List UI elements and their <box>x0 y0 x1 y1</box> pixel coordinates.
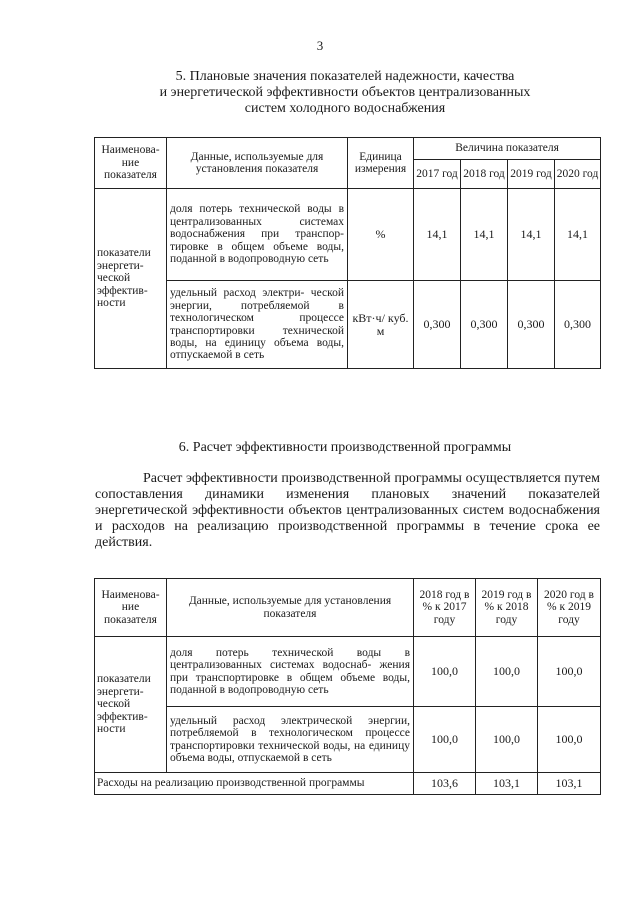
section-5-title <box>95 69 595 117</box>
row-value: 0,300 <box>461 281 508 369</box>
efficiency-table <box>94 578 601 795</box>
expenses-value: 103,1 <box>538 773 601 795</box>
header-year: 2020 год <box>555 160 601 189</box>
row-value: 100,0 <box>476 637 538 707</box>
row-description: удельный расход электрической энергии, потребляемой в технологическом процессе транспортировки технической воды, на единицу объема воды, отпускаемой в сеть <box>167 707 414 773</box>
row-value: 100,0 <box>538 707 601 773</box>
group-label: показатели энергети- ческой эффектив- ности <box>95 637 167 773</box>
table-row <box>95 707 601 773</box>
header-unit: Единица измерения <box>348 138 414 189</box>
row-unit: кВт·ч/ куб. м <box>348 281 414 369</box>
page-number: 3 <box>316 38 324 53</box>
expenses-label: Расходы на реализацию производственной программы <box>95 773 414 795</box>
expenses-row <box>95 773 601 795</box>
section-6-paragraph <box>95 471 600 551</box>
row-description: доля потерь технической воды в централизованных системах водоснабжения при транспор- тировке в общем объеме воды, поданной в водопроводную сеть <box>167 189 348 281</box>
row-value: 0,300 <box>508 281 555 369</box>
row-description: доля потерь технической воды в централизованных системах водоснаб- жения при транспортировке в общем объеме воды, поданной в водопроводную сеть <box>167 637 414 707</box>
row-value: 100,0 <box>476 707 538 773</box>
row-value: 14,1 <box>508 189 555 281</box>
header-indicator-name: Наименова- ние показателя <box>95 138 167 189</box>
row-description: удельный расход электри- ческой энергии, потребляемой в технологическом процессе транспортировки технической воды, на единицу объема воды, отпускаемой в сеть <box>167 281 348 369</box>
header-comparison: 2020 год в % к 2019 году <box>538 579 601 637</box>
section-5-title-line-1: 5. Плановые значения показателей надежности, качества <box>175 69 515 84</box>
indicators-table <box>94 137 601 369</box>
header-data-used: Данные, используемые для установления показателя <box>167 579 414 637</box>
row-value: 0,300 <box>555 281 601 369</box>
header-indicator-name: Наименова- ние показателя <box>95 579 167 637</box>
header-comparison: 2018 год в % к 2017 году <box>414 579 476 637</box>
header-year: 2017 год <box>414 160 461 189</box>
row-value: 0,300 <box>414 281 461 369</box>
row-value: 14,1 <box>555 189 601 281</box>
row-value: 100,0 <box>414 707 476 773</box>
row-value: 100,0 <box>538 637 601 707</box>
header-year: 2019 год <box>508 160 555 189</box>
expenses-value: 103,1 <box>476 773 538 795</box>
table-row <box>95 637 601 707</box>
section-5-title-line-2: и энергетической эффективности объектов централизованных <box>159 85 531 100</box>
row-unit: % <box>348 189 414 281</box>
row-value: 14,1 <box>461 189 508 281</box>
row-value: 14,1 <box>414 189 461 281</box>
section-6-title: 6. Расчет эффективности производственной программы <box>178 440 512 455</box>
section-5-title-line-3: систем холодного водоснабжения <box>244 101 446 116</box>
header-comparison: 2019 год в % к 2018 году <box>476 579 538 637</box>
header-data-used: Данные, используемые для установления показателя <box>167 138 348 189</box>
expenses-value: 103,6 <box>414 773 476 795</box>
row-value: 100,0 <box>414 637 476 707</box>
table-row <box>95 189 601 281</box>
section-6-paragraph-text: Расчет эффективности производственной программы осуществляется путем сопоставления динамики изменения плановых значений показателей энергетической эффективности объектов централизованных систем водоснабжения и расходов на реализацию производственной программы в течение срока ее действия. <box>95 471 600 550</box>
header-value-group: Величина показателя <box>414 138 601 160</box>
table-row <box>95 281 601 369</box>
group-label: показатели энергети- ческой эффектив- ности <box>95 189 167 369</box>
header-year: 2018 год <box>461 160 508 189</box>
